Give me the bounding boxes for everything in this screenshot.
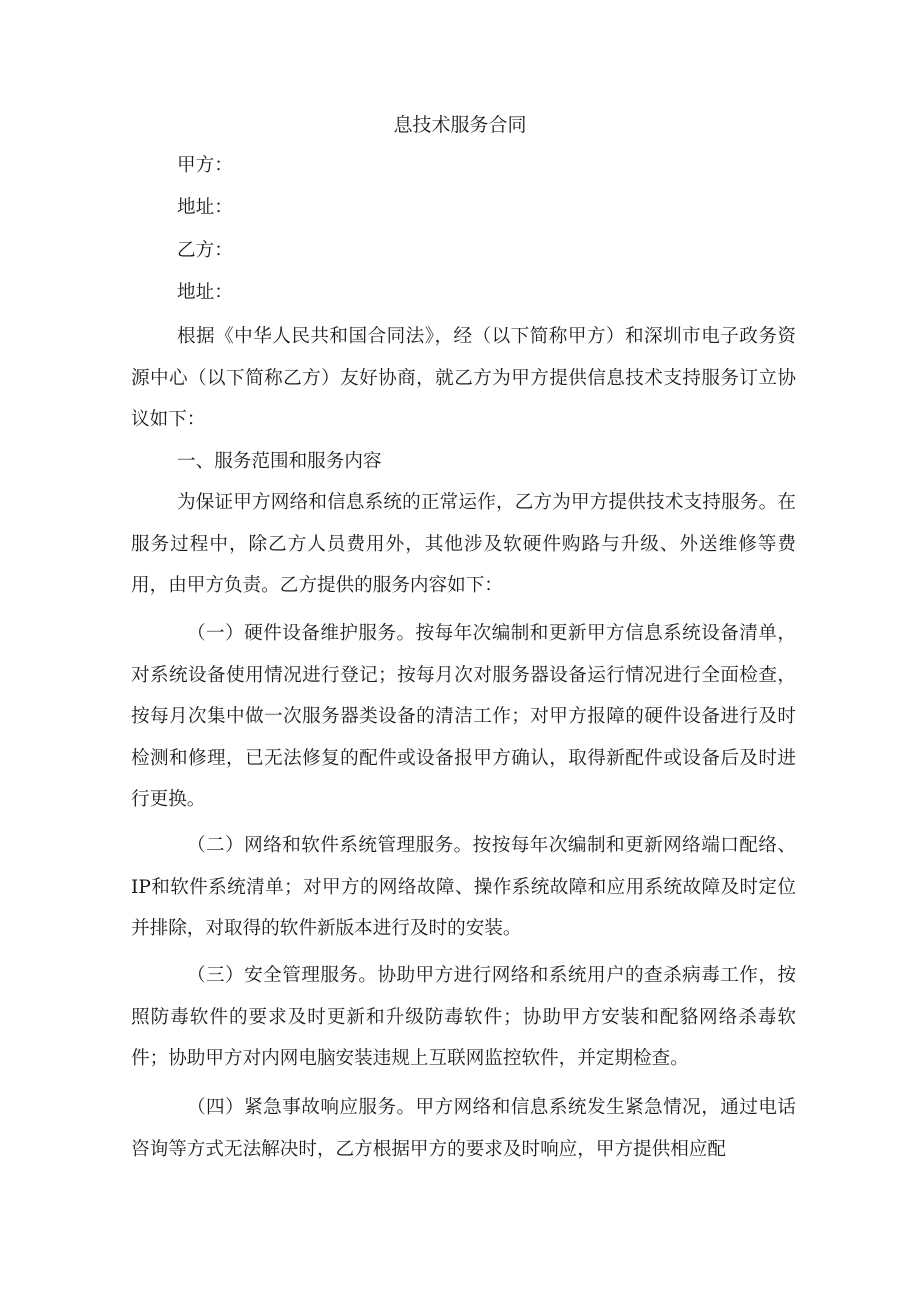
item-3-paragraph: （三）安全管理服务。协助甲方进行网络和系统用户的查杀病毒工作，按照防毒软件的要求及时更新和升级防毒软件；协助甲方安装和配貉网络杀毒软件；协助甲方对内网电脑安装违规上互联网监控软件，并定期检查。 — [131, 965, 796, 1069]
section-1-heading: 一、服务范围和服务内容 — [177, 451, 382, 472]
item-1-paragraph: （一）硬件设备维护服务。按每年次编制和更新甲方信息系统设备清单，对系统设备使用情况进行登记；按每月次对服务器设备运行情况进行全面检查，按每月次集中做一次服务器类设备的清洁工作；对甲方报障的硬件设备进行及时检测和修理，已无法修复的配件或设备报甲方确认，取得新配件或设备后及时进行更换。 — [131, 623, 796, 810]
party-a-label: 甲方： — [177, 155, 233, 176]
preamble-paragraph: 根据《中华人民共和国合同法》，经（以下简称甲方）和深圳市电子政务资源中心（以下简称乙方）友好协商，就乙方为甲方提供信息技术支持服务订立协议如下： — [131, 326, 796, 430]
party-b-address-label: 地址： — [177, 282, 233, 303]
section-1-intro-paragraph: 为保证甲方网络和信息系统的正常运作，乙方为甲方提供技术支持服务。在服务过程中，除乙方人员费用外，其他涉及软硬件购路与升级、外送维修等费用，由甲方负责。乙方提供的服务内容如下： — [131, 492, 796, 596]
item-2-paragraph: （二）网络和软件系统管理服务。按按每年次编制和更新网络端口配络、IP和软件系统清单；对甲方的网络故障、操作系统故障和应用系统故障及时定位并排除，对取得的软件新版本进行及时的安装。 — [131, 835, 796, 939]
document-title: 息技术服务合同 — [393, 114, 527, 136]
party-a-address-label: 地址： — [177, 197, 233, 218]
item-4-paragraph: （四）紧急事故响应服务。甲方网络和信息系统发生紧急情况，通过电话咨询等方式无法解决时，乙方根据甲方的要求及时响应，甲方提供相应配 — [131, 1097, 796, 1160]
party-b-label: 乙方： — [177, 240, 233, 261]
